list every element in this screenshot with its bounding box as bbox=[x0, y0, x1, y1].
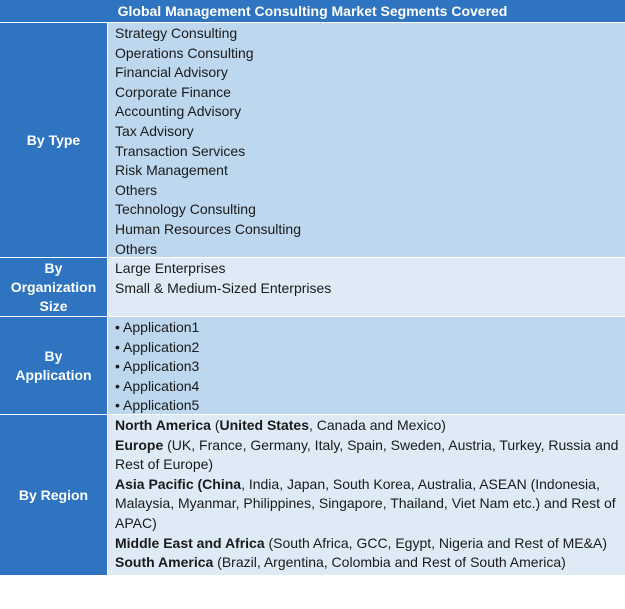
region-asia-pacific-cont: Malaysia, Myanmar, Philippines, Singapore, Thailand, Viet Nam etc.) and Rest of bbox=[115, 495, 616, 512]
region-text: ( bbox=[210, 417, 220, 433]
label-line: Application bbox=[15, 366, 92, 383]
region-name: North America bbox=[115, 417, 211, 433]
row-by-region bbox=[0, 415, 625, 576]
list-item: Technology Consulting bbox=[115, 201, 256, 218]
row-by-type bbox=[0, 23, 625, 258]
region-text: (Brazil, Argentina, Colombia and Rest of South America) bbox=[213, 554, 566, 571]
region-europe-cont: Rest of Europe) bbox=[115, 456, 214, 473]
label-by-region: By Region bbox=[0, 415, 108, 575]
list-item: Others bbox=[115, 181, 158, 198]
list-item: Transaction Services bbox=[115, 142, 246, 159]
list-item: Accounting Advisory bbox=[115, 103, 242, 120]
region-name: Europe bbox=[115, 436, 164, 453]
region-south-america bbox=[115, 553, 625, 573]
region-europe bbox=[115, 436, 625, 456]
label-by-organization-size bbox=[0, 258, 108, 316]
list-item: Tax Advisory bbox=[115, 122, 194, 139]
list-item: • Application1 bbox=[115, 318, 625, 338]
region-text: , Canada and Mexico) bbox=[308, 417, 446, 433]
application-list bbox=[108, 317, 625, 414]
list-item: Operations Consulting bbox=[115, 44, 254, 61]
region-list bbox=[108, 415, 625, 575]
list-item: Strategy Consulting bbox=[115, 25, 238, 41]
list-item: Large Enterprises bbox=[115, 260, 226, 276]
label-by-application bbox=[0, 317, 108, 414]
region-name: South America bbox=[115, 554, 214, 571]
region-name: Middle East and Africa bbox=[115, 534, 265, 551]
label-line: Size bbox=[39, 297, 68, 314]
list-item: Corporate Finance bbox=[115, 83, 231, 100]
region-text: , India, Japan, South Korea, Australia, ASEAN (Indonesia, bbox=[241, 475, 600, 492]
table-title: Global Management Consulting Market Segments Covered bbox=[0, 0, 625, 23]
region-north-america bbox=[115, 416, 625, 436]
region-asia-pacific-cont: APAC) bbox=[115, 514, 157, 531]
country-name: United States bbox=[219, 417, 309, 433]
region-text: ( bbox=[193, 475, 203, 492]
region-text: (South Africa, GCC, Egypt, Nigeria and Rest of ME&A) bbox=[264, 534, 607, 551]
list-item: Small & Medium-Sized Enterprises bbox=[115, 279, 332, 296]
list-item: • Application2 bbox=[115, 338, 625, 358]
label-by-type: By Type bbox=[0, 23, 108, 257]
list-item: • Application4 bbox=[115, 377, 625, 397]
label-line: By bbox=[44, 259, 63, 276]
row-by-organization-size bbox=[0, 258, 625, 317]
list-item: Others bbox=[115, 240, 158, 257]
list-item: Financial Advisory bbox=[115, 64, 228, 81]
type-list bbox=[108, 23, 625, 257]
org-size-list bbox=[108, 258, 625, 316]
region-name: Asia Pacific bbox=[115, 475, 194, 492]
list-item: Risk Management bbox=[115, 162, 228, 179]
label-line: Organization bbox=[10, 278, 97, 295]
list-item: • Application5 bbox=[115, 396, 625, 414]
row-by-application bbox=[0, 317, 625, 415]
region-text: (UK, France, Germany, Italy, Spain, Sweden, Austria, Turkey, Russia and bbox=[163, 436, 619, 453]
country-name: China bbox=[202, 475, 242, 492]
label-line: By bbox=[44, 347, 63, 364]
region-asia-pacific bbox=[115, 475, 625, 495]
region-middle-east-africa bbox=[115, 534, 625, 554]
list-item: Human Resources Consulting bbox=[115, 220, 301, 237]
list-item: • Application3 bbox=[115, 357, 625, 377]
